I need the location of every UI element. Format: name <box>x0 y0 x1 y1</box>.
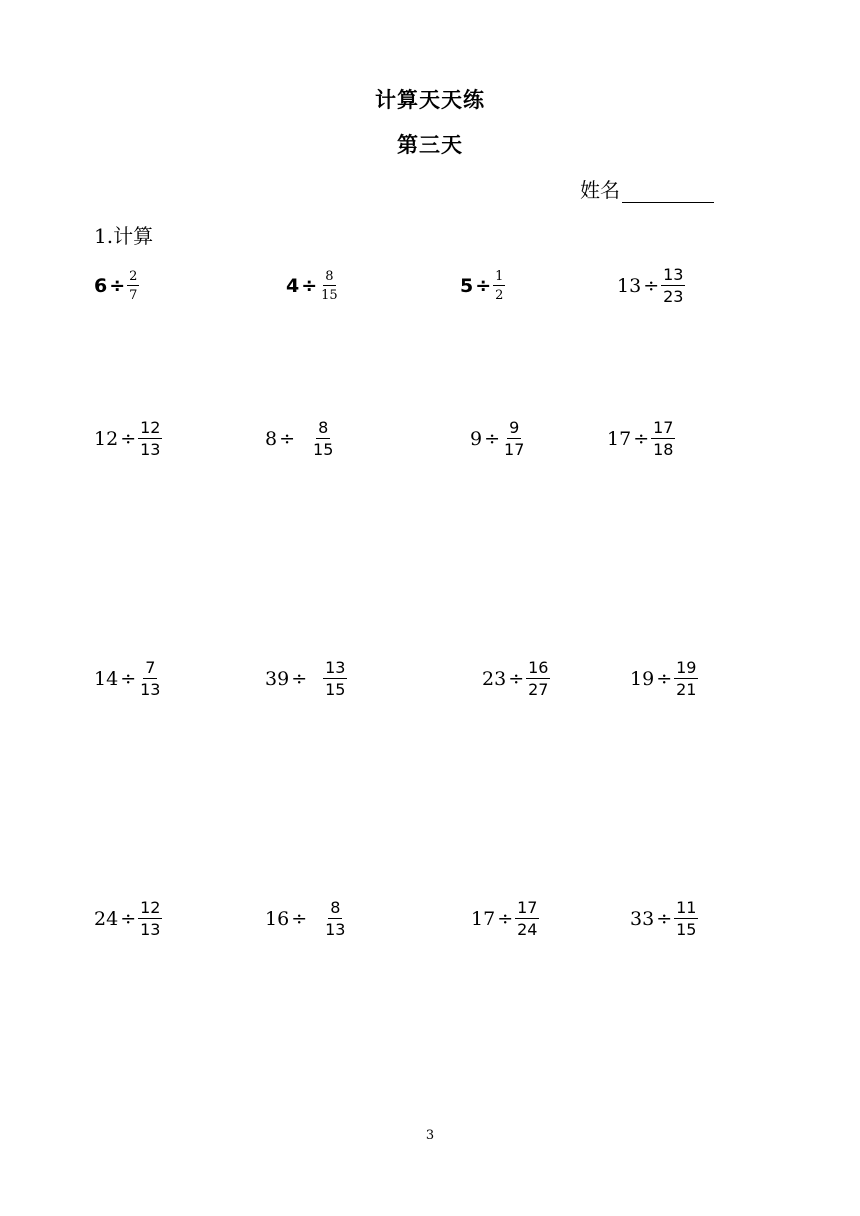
problem-4 <box>617 258 685 314</box>
denominator: 15 <box>676 920 697 939</box>
numerator: 12 <box>140 898 161 917</box>
numerator: 17 <box>517 898 538 917</box>
numerator: 1 <box>495 269 504 284</box>
problem-13 <box>94 891 162 947</box>
denominator: 2 <box>495 288 504 303</box>
dividend: 4 <box>286 275 300 297</box>
fraction <box>138 420 162 458</box>
numerator: 8 <box>330 898 341 917</box>
problem-1 <box>94 258 139 314</box>
dividend: 33 <box>630 908 655 930</box>
problem-3 <box>460 258 505 314</box>
problem-12 <box>630 651 698 707</box>
denominator: 13 <box>140 440 161 459</box>
denominator: 13 <box>325 920 346 939</box>
dividend: 9 <box>470 428 483 450</box>
denominator: 13 <box>140 920 161 939</box>
dividend: 5 <box>460 275 474 297</box>
fraction <box>651 420 675 458</box>
problem-14 <box>265 891 347 947</box>
divide-sign: ÷ <box>120 908 137 930</box>
page-number: 3 <box>425 1128 435 1143</box>
fraction <box>311 420 335 458</box>
divide-sign: ÷ <box>279 428 296 450</box>
denominator: 15 <box>321 288 338 303</box>
numerator: 19 <box>676 658 697 677</box>
fraction <box>526 660 550 698</box>
denominator: 15 <box>325 680 346 699</box>
dividend: 19 <box>630 668 655 690</box>
problem-11 <box>482 651 550 707</box>
dividend: 14 <box>94 668 119 690</box>
denominator: 21 <box>676 680 697 699</box>
page-subtitle: 第三天 <box>397 133 463 157</box>
numerator: 8 <box>318 418 329 437</box>
numerator: 13 <box>663 265 684 284</box>
problem-8 <box>607 411 675 467</box>
numerator: 9 <box>509 418 520 437</box>
dividend: 13 <box>617 275 642 297</box>
divide-sign: ÷ <box>497 908 514 930</box>
fraction <box>127 270 139 302</box>
numerator: 8 <box>325 269 334 284</box>
page-title: 计算天天练 <box>375 88 485 112</box>
dividend: 6 <box>94 275 108 297</box>
dividend: 17 <box>471 908 496 930</box>
section-number: 1. <box>94 224 114 248</box>
fraction <box>319 270 340 302</box>
numerator: 7 <box>145 658 156 677</box>
problem-10 <box>265 651 347 707</box>
divide-sign: ÷ <box>484 428 501 450</box>
name-field <box>580 174 714 203</box>
section-heading <box>94 220 153 249</box>
fraction <box>323 900 347 938</box>
dividend: 16 <box>265 908 290 930</box>
problem-16 <box>630 891 698 947</box>
denominator: 24 <box>517 920 538 939</box>
dividend: 12 <box>94 428 119 450</box>
fraction <box>515 900 539 938</box>
problem-7 <box>470 411 526 467</box>
fraction <box>674 900 698 938</box>
divide-sign: ÷ <box>508 668 525 690</box>
numerator: 12 <box>140 418 161 437</box>
denominator: 17 <box>504 440 525 459</box>
denominator: 15 <box>313 440 334 459</box>
denominator: 27 <box>528 680 549 699</box>
fraction <box>138 900 162 938</box>
numerator: 17 <box>653 418 674 437</box>
denominator: 23 <box>663 287 684 306</box>
problem-9 <box>94 651 162 707</box>
fraction <box>138 660 162 698</box>
dividend: 17 <box>607 428 632 450</box>
problem-6 <box>265 411 335 467</box>
divide-sign: ÷ <box>291 908 308 930</box>
dividend: 23 <box>482 668 507 690</box>
divide-sign: ÷ <box>656 668 673 690</box>
divide-sign: ÷ <box>291 668 308 690</box>
divide-sign: ÷ <box>109 275 126 297</box>
problem-5 <box>94 411 162 467</box>
section-label: 计算 <box>113 224 154 248</box>
dividend: 39 <box>265 668 290 690</box>
divide-sign: ÷ <box>120 668 137 690</box>
denominator: 7 <box>129 288 138 303</box>
fraction <box>674 660 698 698</box>
divide-sign: ÷ <box>120 428 137 450</box>
divide-sign: ÷ <box>633 428 650 450</box>
fraction <box>502 420 526 458</box>
divide-sign: ÷ <box>301 275 318 297</box>
divide-sign: ÷ <box>656 908 673 930</box>
numerator: 13 <box>325 658 346 677</box>
denominator: 18 <box>653 440 674 459</box>
dividend: 24 <box>94 908 119 930</box>
numerator: 11 <box>676 898 697 917</box>
fraction <box>661 267 685 305</box>
denominator: 13 <box>140 680 161 699</box>
numerator: 2 <box>129 269 138 284</box>
problem-2 <box>286 258 340 314</box>
name-blank-line[interactable] <box>622 180 714 203</box>
numerator: 16 <box>528 658 549 677</box>
fraction <box>493 270 505 302</box>
divide-sign: ÷ <box>475 275 492 297</box>
name-label: 姓名 <box>580 178 620 202</box>
fraction <box>323 660 347 698</box>
problem-15 <box>471 891 539 947</box>
dividend: 8 <box>265 428 278 450</box>
divide-sign: ÷ <box>643 275 660 297</box>
